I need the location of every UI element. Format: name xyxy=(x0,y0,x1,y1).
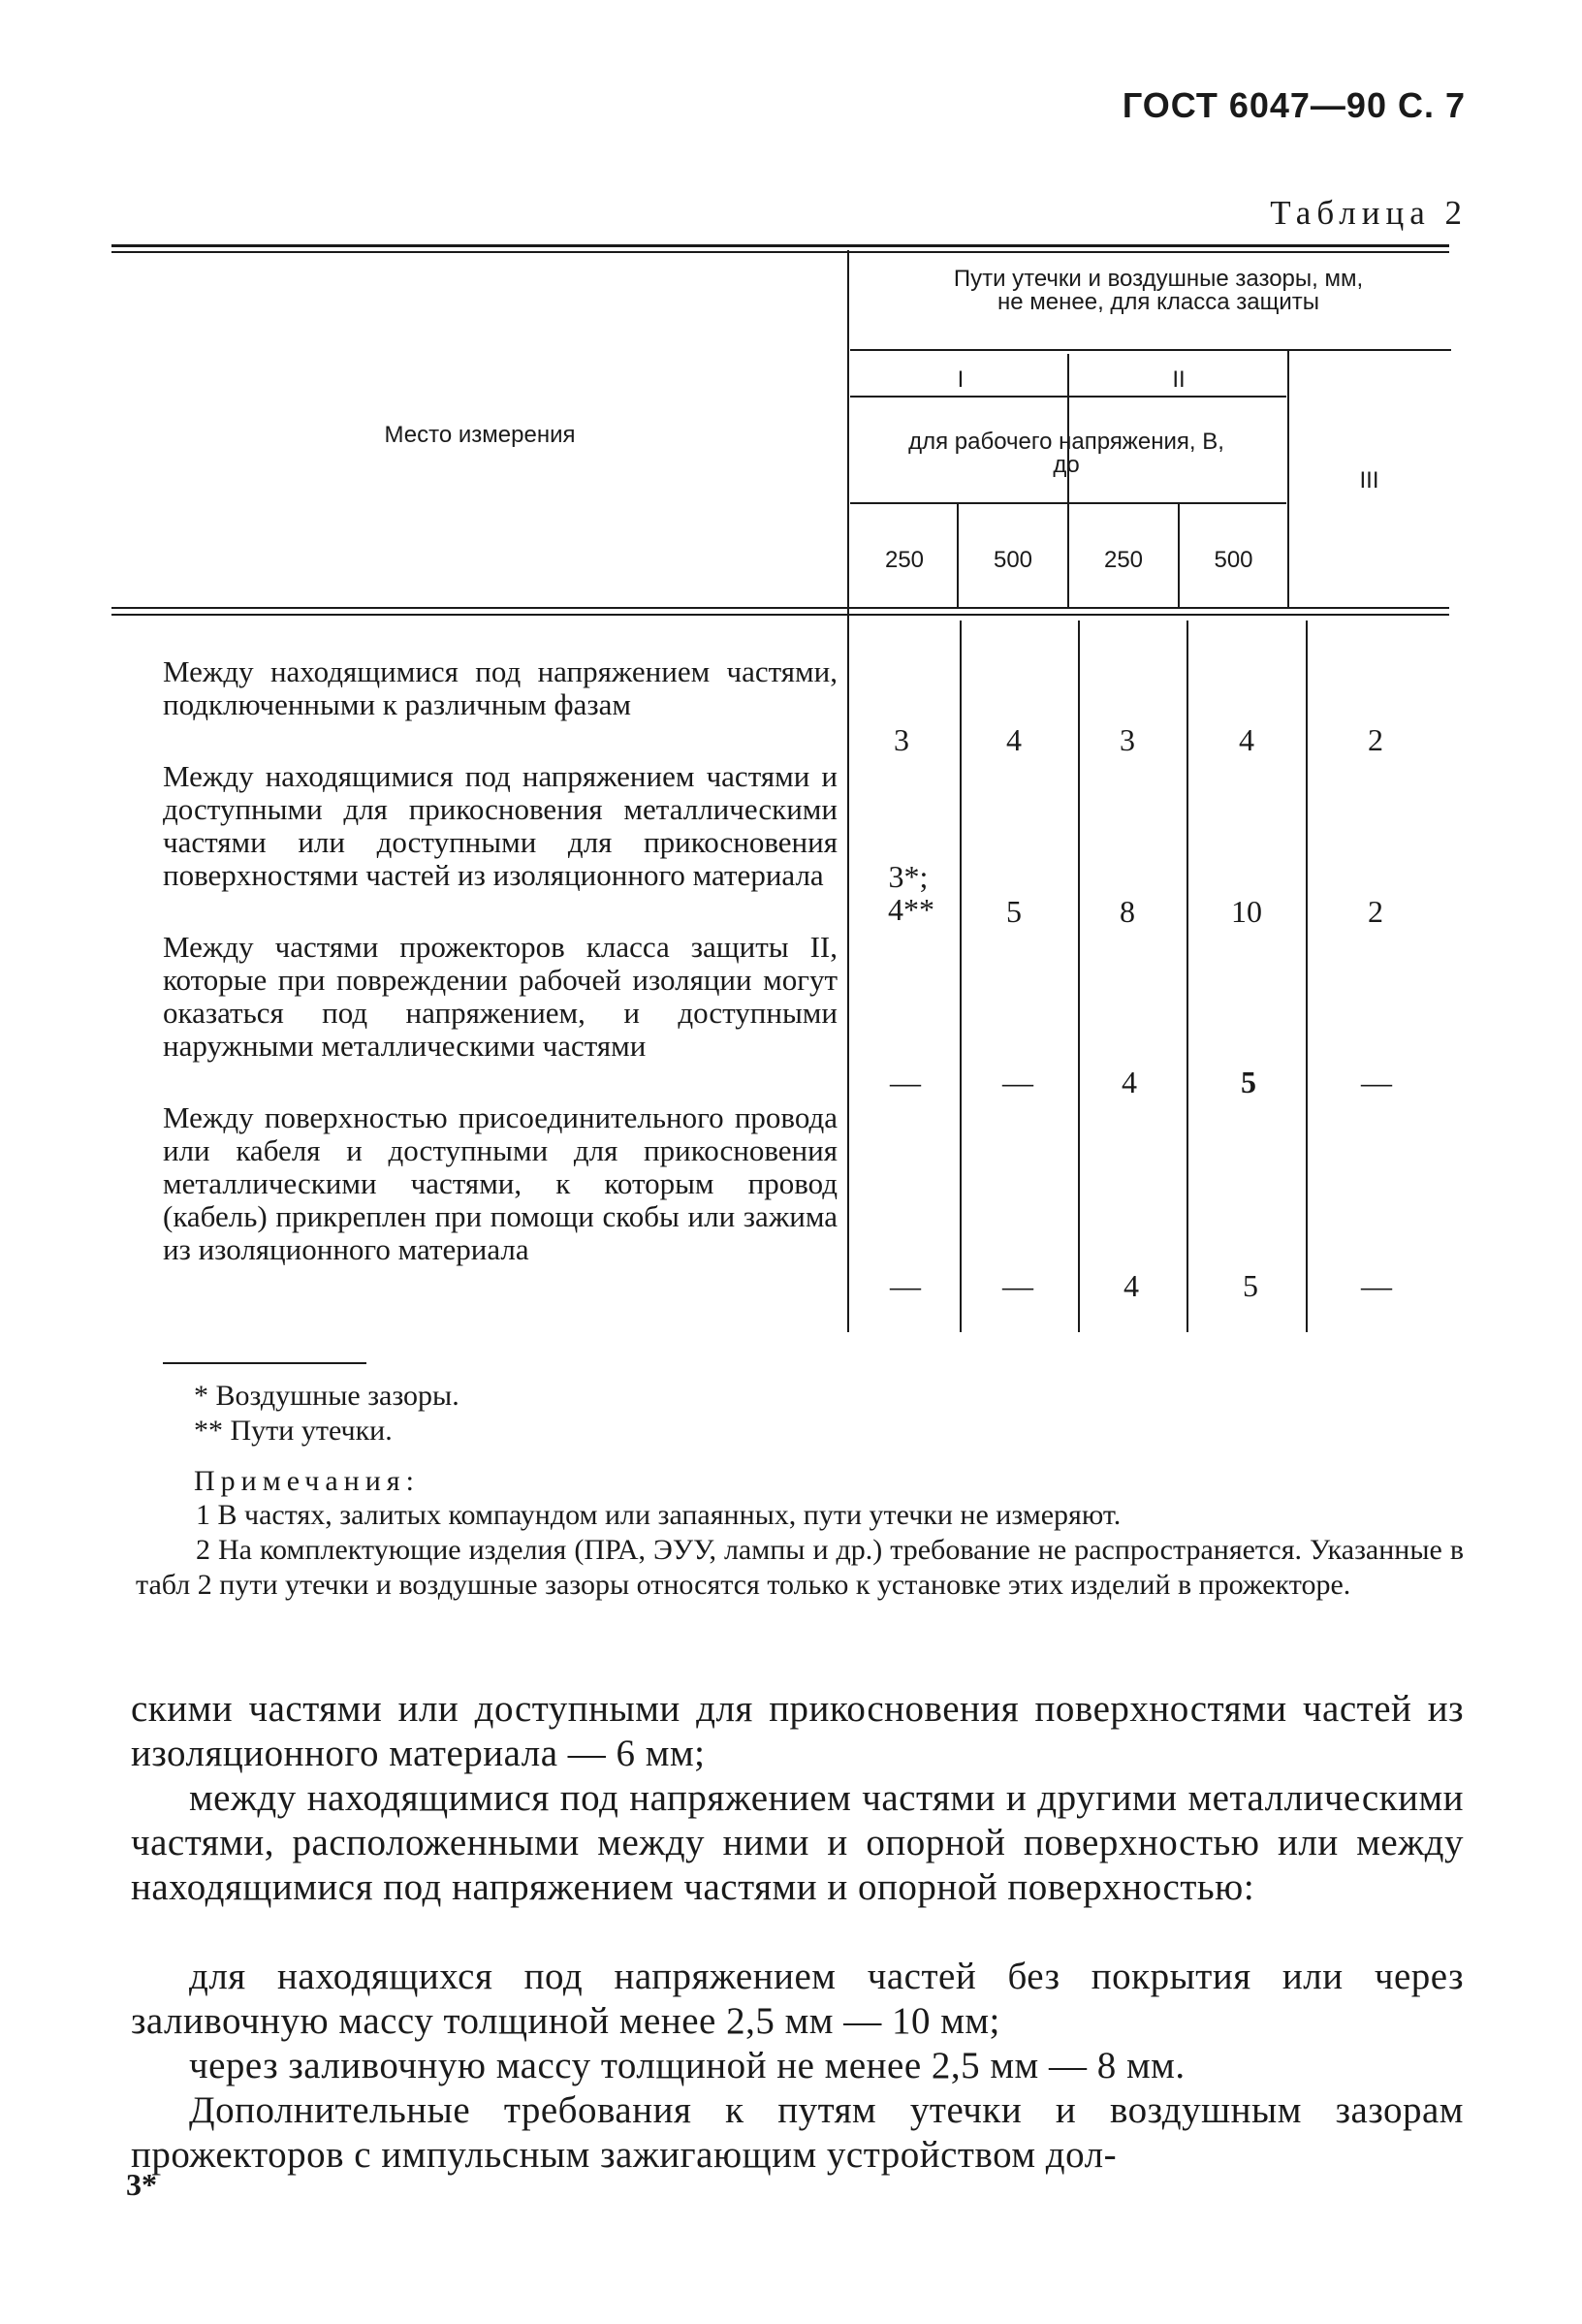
place-header: Место измерения xyxy=(384,422,576,448)
footnote-leakage: ** Пути утечки. xyxy=(194,1415,393,1447)
group-header: Пути утечки и воздушные зазоры, мм, не менее, для класса защиты xyxy=(953,266,1364,315)
class-iii-header: III xyxy=(1359,467,1379,493)
row-3-place: Между частями прожекторов класса защиты II, которые при повреждении рабочей изоляции могут оказаться под напряжением, и доступными наружными металлическими частями xyxy=(163,930,838,1063)
body-paragraph-2: между находящимися под напряжением частями и другими металлическими частями, расположенными между ними и опорной поверхностью или между находящимися под напряжением частями и опорной поверхностью: xyxy=(131,1777,1464,1908)
volt-500-ii: 500 xyxy=(1214,547,1253,573)
footnote-air-gaps: * Воздушные зазоры. xyxy=(194,1380,459,1412)
row-2-val-4: 10 xyxy=(1231,894,1262,929)
body-divider-2 xyxy=(1078,621,1080,1332)
row-2-val-1b: 4** xyxy=(888,892,934,927)
row-4-val-5: — xyxy=(1361,1268,1392,1303)
body-divider-4 xyxy=(1306,621,1308,1332)
group-rule xyxy=(850,349,1451,351)
row-3-val-3: 4 xyxy=(1122,1065,1137,1099)
row-4-val-1: — xyxy=(890,1268,921,1303)
row-1-val-3: 3 xyxy=(1120,722,1135,757)
note-1: 1 В частях, залитых компаундом или запаянных, пути утечки не измеряют. xyxy=(196,1499,1122,1531)
class-i-header: I xyxy=(957,366,965,393)
class-ii-header: II xyxy=(1172,366,1186,393)
table-top-rule-2 xyxy=(111,251,1449,253)
footnote-rule xyxy=(163,1362,366,1364)
body-paragraph-3: для находящихся под напряжением частей без покрытия или через заливочную массу толщиной менее 2,5 мм — 10 мм; xyxy=(131,1956,1464,2042)
row-1-val-5: 2 xyxy=(1368,722,1383,757)
row-4-val-2: — xyxy=(1002,1268,1033,1303)
body-paragraph-5: Дополнительные требования к путям утечки и воздушным зазорам прожекторов с импульсным зажигающим устройством дол- xyxy=(131,2089,1464,2176)
table-top-rule xyxy=(111,244,1449,247)
row-3-val-1: — xyxy=(890,1065,921,1099)
volt-500-i: 500 xyxy=(993,547,1033,573)
body-paragraph-4: через заливочную массу толщиной не менее 2,5 мм — 8 мм. xyxy=(189,2045,1186,2086)
row-4-val-3: 4 xyxy=(1123,1268,1139,1303)
row-1-place: Между находящимися под напряжением частями, подключенными к различным фазам xyxy=(163,654,838,721)
header-bottom-rule-2 xyxy=(111,614,1449,616)
row-2-val-2: 5 xyxy=(1006,894,1022,929)
volt-250-ii: 250 xyxy=(1103,547,1144,573)
row-2-val-3: 8 xyxy=(1120,894,1135,929)
page-signature-mark: 3* xyxy=(126,2167,157,2202)
voltage-header: для рабочего напряжения, В, до xyxy=(908,429,1224,478)
header-bottom-rule xyxy=(111,607,1449,609)
table-caption: Таблица 2 xyxy=(1270,194,1468,232)
row-4-val-4: 5 xyxy=(1243,1268,1258,1303)
row-1-val-4: 4 xyxy=(1239,722,1254,757)
row-1-val-1: 3 xyxy=(894,722,909,757)
col-divider-place xyxy=(847,250,849,1332)
body-divider-3 xyxy=(1186,621,1188,1332)
row-1-val-2: 4 xyxy=(1006,722,1022,757)
document-header: ГОСТ 6047—90 С. 7 xyxy=(1122,85,1466,125)
body-paragraph-1: скими частями или доступными для прикосновения поверхностями частей из изоляционного материала — 6 мм; xyxy=(131,1688,1464,1774)
row-4-place: Между поверхностью присоединительного провода или кабеля и доступными для прикосновения металлическими частями, к которым провод (кабель) прикреплен при помощи скобы или зажима из изоляционного материала xyxy=(163,1100,838,1266)
row-3-val-5: — xyxy=(1361,1065,1392,1099)
row-2-val-5: 2 xyxy=(1368,894,1383,929)
note-2: 2 На комплектующие изделия (ПРА, ЭУУ, лампы и др.) требование не распространяется. Указанные в табл 2 пути утечки и воздушные зазоры относятся только к установке этих изделий в прожекторе. xyxy=(136,1534,1464,1601)
notes-title: Примечания: xyxy=(194,1465,420,1497)
volt-250-i: 250 xyxy=(884,547,925,573)
row-3-val-4: 5 xyxy=(1241,1065,1256,1099)
row-2-place: Между находящимися под напряжением частями и доступными для прикосновения металлическими частями или доступными для прикосновения поверхностями частей из изоляционного материала xyxy=(163,759,838,892)
row-2-val-1a: 3*; xyxy=(888,859,929,894)
body-divider-1 xyxy=(960,621,962,1332)
row-3-val-2: — xyxy=(1002,1065,1033,1099)
